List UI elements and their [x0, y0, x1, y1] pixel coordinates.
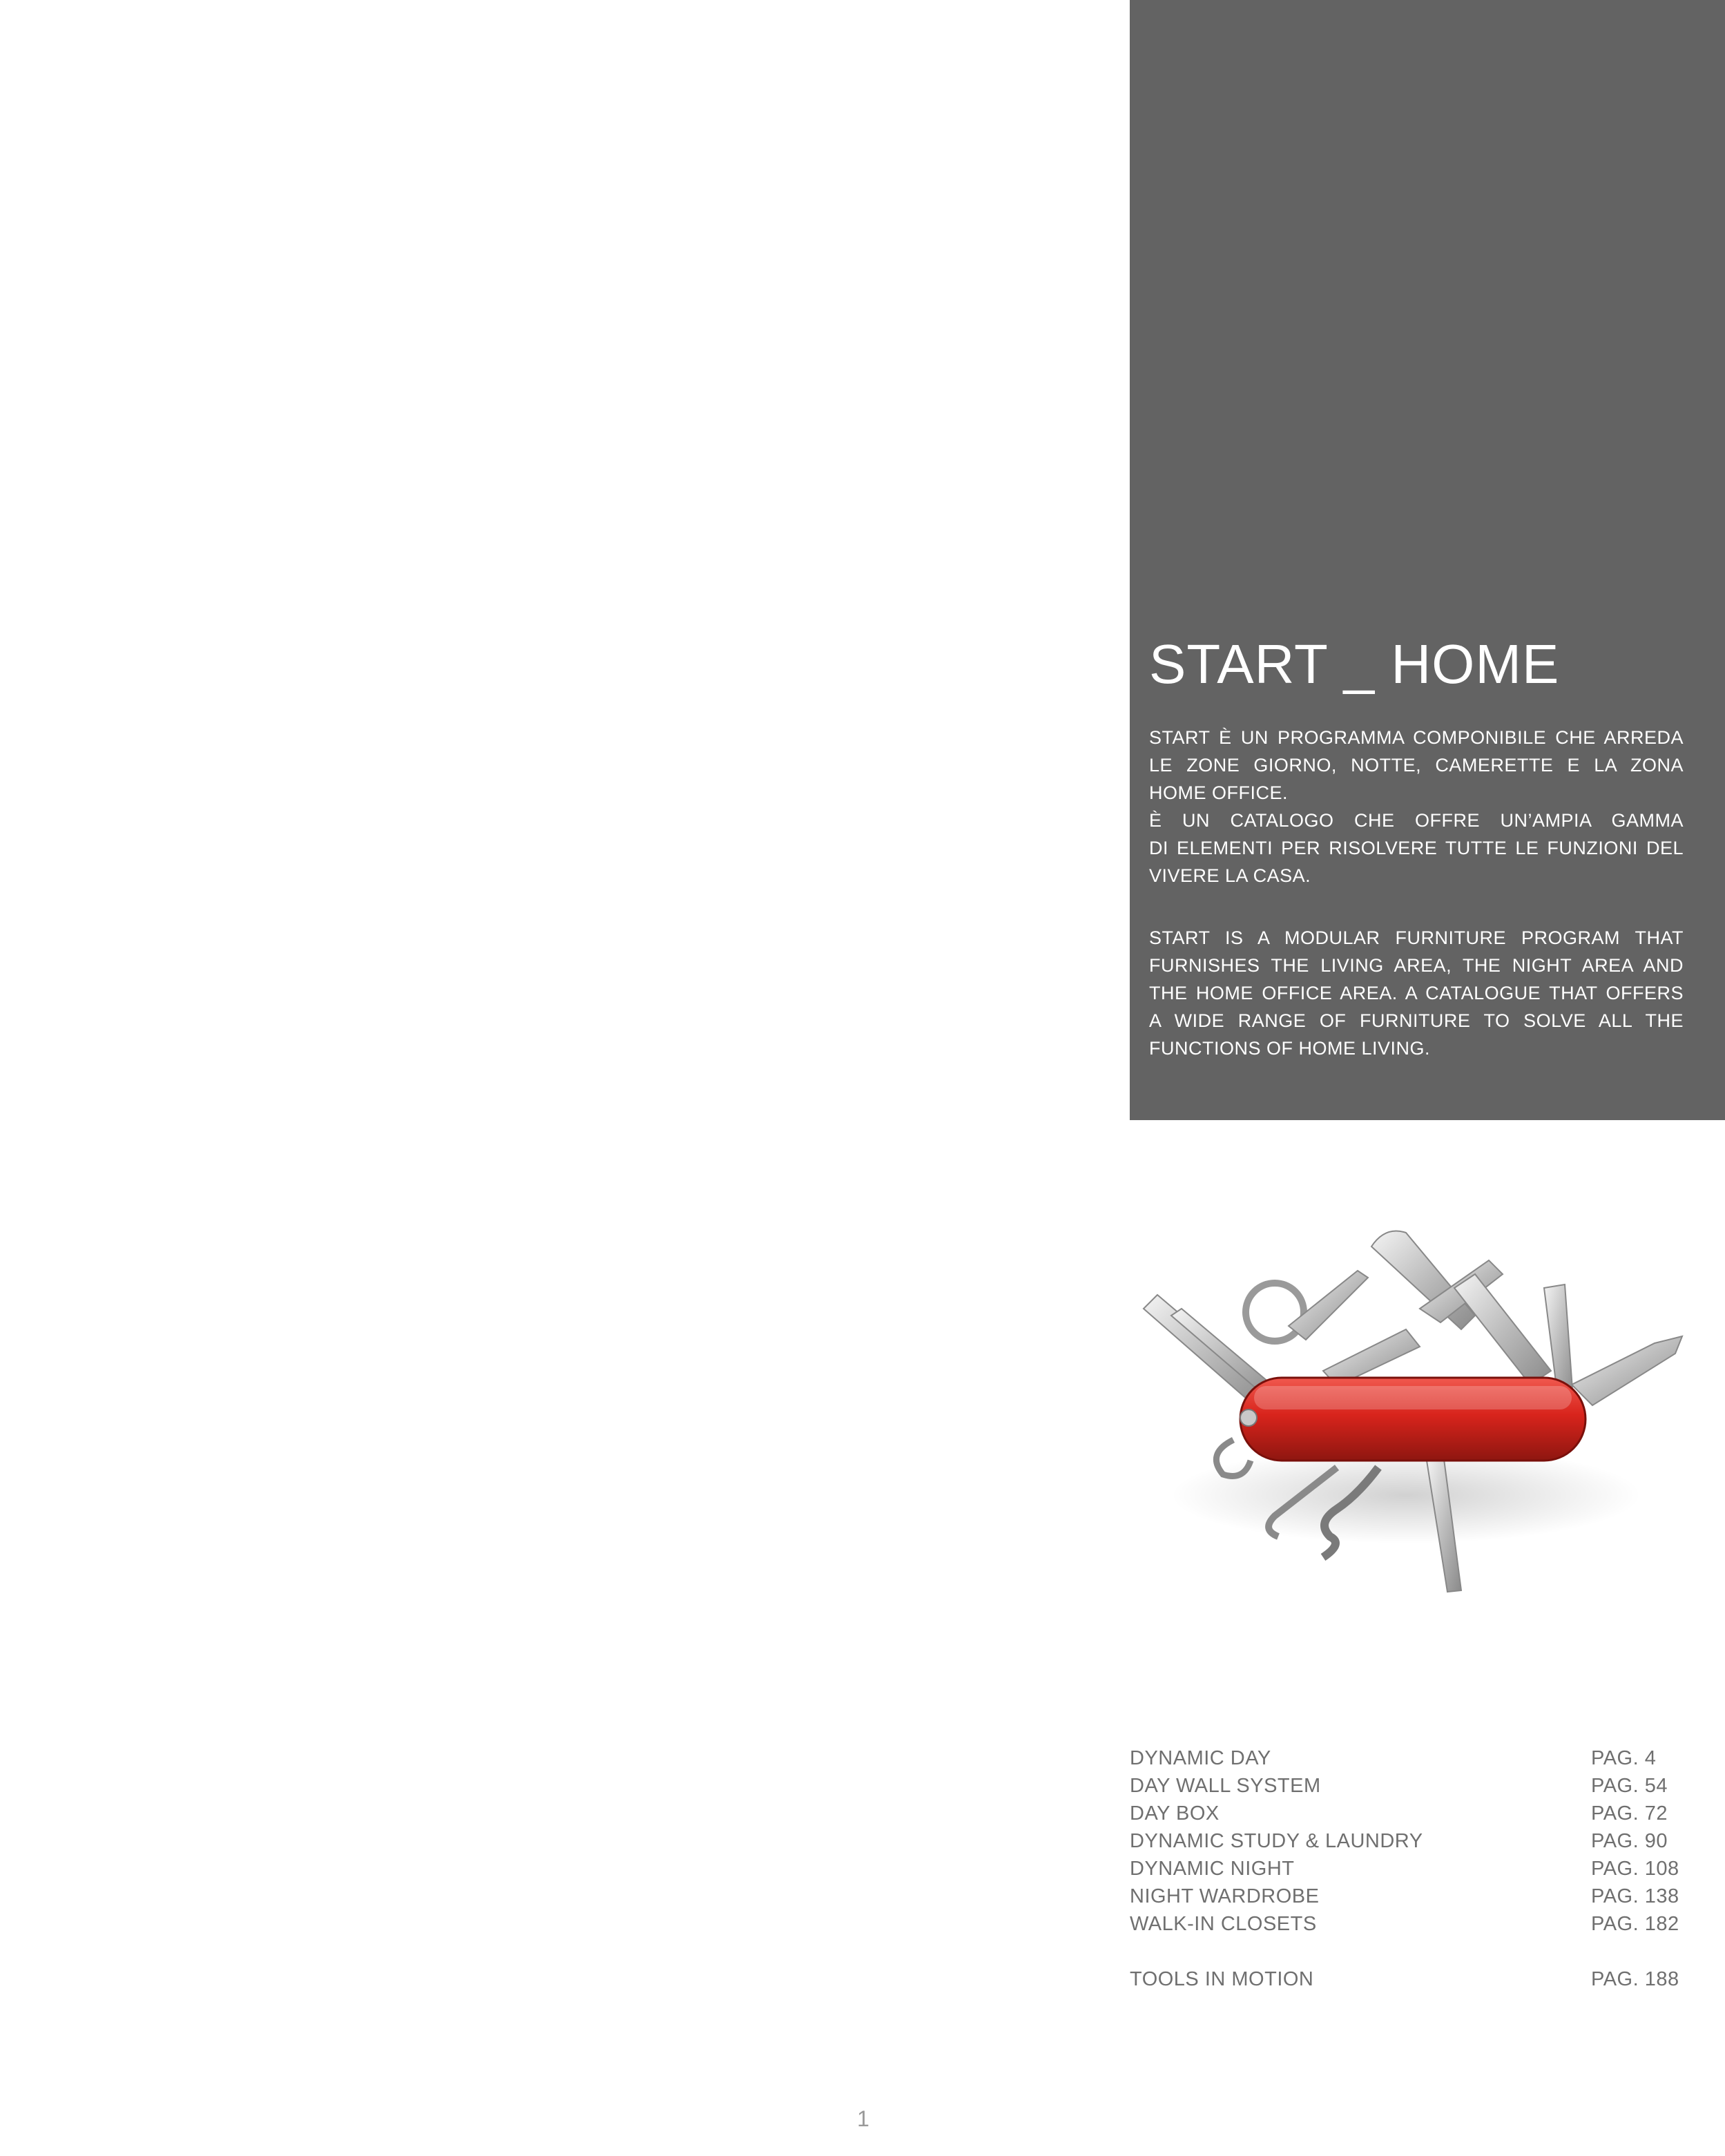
toc-row[interactable] [1130, 1910, 1696, 1938]
italian-description [1149, 724, 1684, 889]
italian-line: LE ZONE GIORNO, NOTTE, CAMERETTE E LA ZONA [1149, 755, 1684, 776]
toc-row[interactable] [1130, 1883, 1696, 1910]
toc-section-name: DYNAMIC NIGHT [1130, 1858, 1295, 1880]
intro-panel [1130, 0, 1725, 1120]
toc-page-ref: PAG. 90 [1591, 1830, 1668, 1852]
italian-line: È UN CATALOGO CHE OFFRE UN’AMPIA GAMMA [1149, 810, 1684, 831]
english-line: A WIDE RANGE OF FURNITURE TO SOLVE ALL THE [1149, 1010, 1684, 1031]
toc-section-name: DAY WALL SYSTEM [1130, 1775, 1321, 1797]
toc-section-name: DYNAMIC STUDY & LAUNDRY [1130, 1830, 1423, 1852]
toc-page-ref: PAG. 182 [1591, 1913, 1679, 1935]
toc-page-ref: PAG. 54 [1591, 1775, 1668, 1797]
toc-page-ref: PAG. 138 [1591, 1885, 1679, 1907]
italian-line: VIVERE LA CASA. [1149, 865, 1311, 886]
english-line: THE HOME OFFICE AREA. A CATALOGUE THAT OFFERS [1149, 983, 1684, 1003]
english-line: FUNCTIONS OF HOME LIVING. [1149, 1038, 1431, 1059]
toc-row[interactable] [1130, 1744, 1696, 1772]
toc-page-ref: PAG. 72 [1591, 1802, 1668, 1825]
italian-line: START È UN PROGRAMMA COMPONIBILE CHE ARREDA [1149, 727, 1684, 748]
page-title: START _ HOME [1149, 633, 1560, 695]
toc-row[interactable] [1130, 1965, 1696, 1993]
toc-row[interactable] [1130, 1855, 1696, 1883]
toc-section-name: NIGHT WARDROBE [1130, 1885, 1320, 1907]
toc-section-name: DAY BOX [1130, 1802, 1220, 1825]
english-line: START IS A MODULAR FURNITURE PROGRAM THAT [1149, 927, 1684, 948]
toc-row[interactable] [1130, 1827, 1696, 1855]
toc-row[interactable] [1130, 1772, 1696, 1800]
toc-section-name: WALK-IN CLOSETS [1130, 1913, 1317, 1935]
english-line: FURNISHES THE LIVING AREA, THE NIGHT AREA AND [1149, 955, 1684, 976]
toc-section-name: DYNAMIC DAY [1130, 1747, 1271, 1769]
table-of-contents [1130, 1744, 1696, 1993]
toc-page-ref: PAG. 108 [1591, 1858, 1679, 1880]
toc-page-ref: PAG. 188 [1591, 1968, 1679, 1990]
italian-line: HOME OFFICE. [1149, 782, 1288, 803]
toc-page-ref: PAG. 4 [1591, 1747, 1657, 1769]
toc-section-name: TOOLS IN MOTION [1130, 1968, 1314, 1990]
swiss-army-knife-icon [1130, 1205, 1696, 1647]
page-number: 1 [857, 2106, 869, 2131]
italian-line: DI ELEMENTI PER RISOLVERE TUTTE LE FUNZIONI DEL [1149, 838, 1684, 858]
toc-row[interactable] [1130, 1800, 1696, 1827]
english-description [1149, 924, 1684, 1062]
